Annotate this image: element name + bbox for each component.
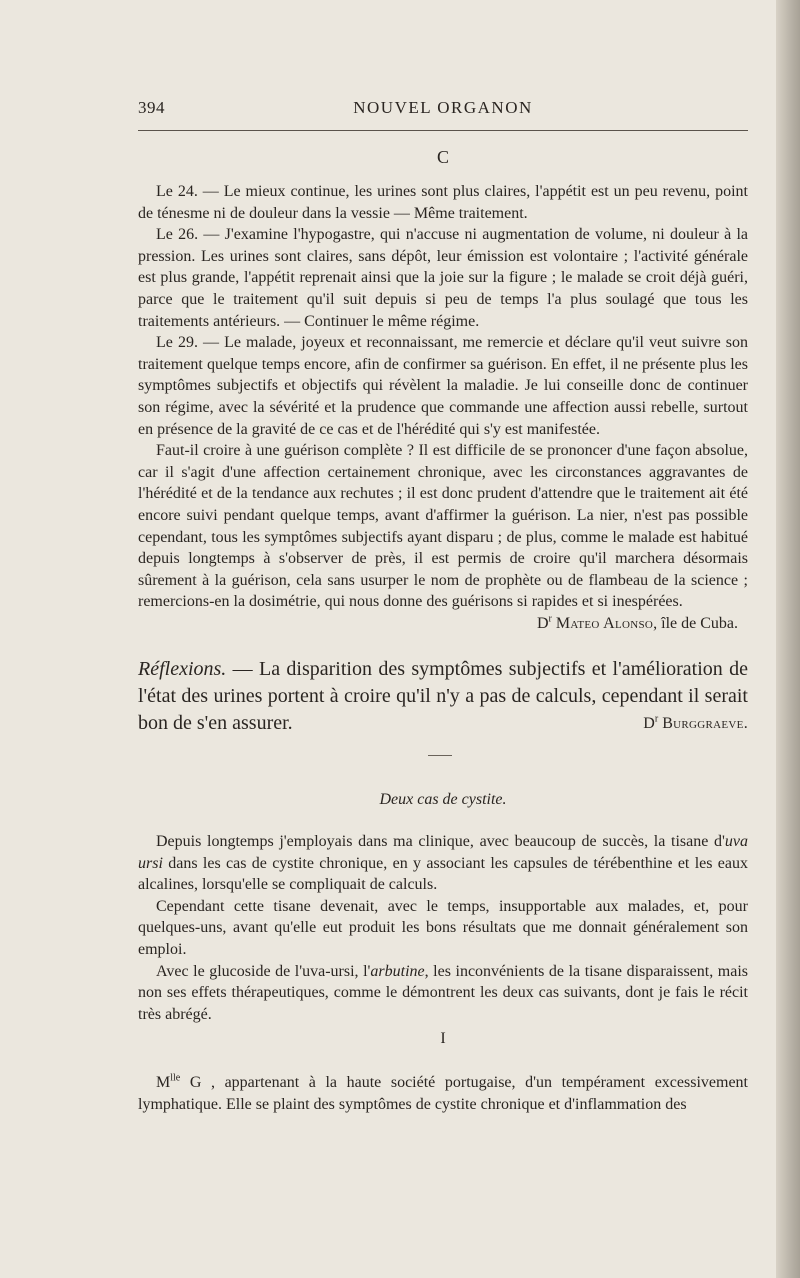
author-signature: $D^r$ Mateo Alonso, île de Cuba.	[536, 613, 738, 632]
reflexions-label: Réflexions.	[138, 658, 227, 680]
case-one-body	[138, 1072, 748, 1115]
author-name: Mateo Alonso	[555, 614, 654, 632]
paragraph: Depuis longtemps j'employais dans ma clinique, avec beaucoup de succès, la tisane d'uva ursi dans les cas de cystite chronique, en y associant les capsules de térébenthine et les eaux alcalines, lorsqu'elle se compliquait de calculs.	[138, 833, 748, 894]
running-title: NOUVEL ORGANON	[353, 98, 533, 117]
case-report-body	[138, 181, 748, 634]
paragraph: Avec le glucoside de l'uva-ursi, l'arbutine, les inconvénients de la tisane disparaissent, mais non ses effets thérapeutiques, comme le démontrent les deux cas suivants, dont je fais le récit très abrégé.	[138, 962, 748, 1023]
paragraph: Faut-il croire à une guérison complète ? Il est difficile de se prononcer d'une façon absolue, car il s'agit d'une affection certainement chronique, avec les circonstances aggravantes de l'hérédité et de la tendance aux rechutes ; il est donc prudent d'attendre que le traitement ait été encore suivi pendant quelque temps, avant d'affirmer la guérison. La nier, n'est pas possible cependant, tous les symptômes subjectifs ayant disparu ; de plus, comme le malade est habitué depuis longtemps à s'observer de près, il est permis de croire qu'il marchera désormais sûrement à la guérison, cela sans usurper le nom de prophète ou de flambeau de la science ; remercions-en la dosimétrie, qui nous donne des guérisons si rapides et si inespérées.	[138, 442, 748, 611]
reflexions-text: — La disparition des symptômes subjectifs et l'amélioration de l'état des urines portent à croire qu'il n'y a pas de calculs, cependant il serait bon de s'en assurer.	[138, 658, 748, 734]
reflexions-block	[138, 656, 748, 737]
page-header	[138, 98, 748, 120]
header-rule	[138, 130, 748, 131]
page-number: 394	[138, 98, 165, 117]
paragraph: $M^{lle}$ G , appartenant à la haute société portugaise, d'un tempérament excessivement lymphatique. Elle se plaint des symptômes de cystite chronique et d'inflammation des	[138, 1072, 748, 1113]
paragraph: Le 26. — J'examine l'hypogastre, qui n'accuse ni augmentation de volume, ni douleur à la pression. Les urines sont claires, sans dépôt, leur émission est volontaire ; l'activité générale est plus grande, l'appétit reprenait ainsi que la joie sur la figure ; le malade se croit déjà guéri, parce que le traitement qu'il suit depuis si peu de temps l'a plus soulagé que tous les traitements antérieurs. — Continuer le même régime.	[138, 226, 748, 330]
author-place: , île de Cuba.	[653, 614, 738, 632]
paragraph: Cependant cette tisane devenait, avec le temps, insupportable aux malades, et, pour quelques-uns, avant qu'elle eut produit les bons résultats que me donnait généralement son emploi.	[138, 897, 748, 958]
section-letter: C	[436, 147, 449, 167]
article-body	[138, 831, 748, 1025]
reflexions-signature: $D^r$ Burggraeve.	[643, 713, 748, 732]
paragraph: Le 29. — Le malade, joyeux et reconnaissant, me remercie et déclare qu'il veut suivre son traitement quelque temps encore, afin de confirmer sa guérison. En effet, il ne présente plus les symptômes subjectifs et objectifs qui révèlent la maladie. Je lui conseille donc de continuer son régime, avec la sévérité et la prudence que commande une affection aussi rebelle, surtout en présence de la gravité de ce cas et de l'hérédité qui s'y est manifestée.	[138, 334, 748, 438]
case-number: I	[440, 1030, 446, 1047]
section-separator	[428, 755, 452, 756]
article-title: Deux cas de cystite.	[379, 791, 507, 808]
book-spine-shadow	[776, 0, 800, 1278]
paragraph: Le 24. — Le mieux continue, les urines sont plus claires, l'appétit est un peu revenu, point de ténesme ni de douleur dans la vessie — Même traitement.	[138, 183, 748, 222]
